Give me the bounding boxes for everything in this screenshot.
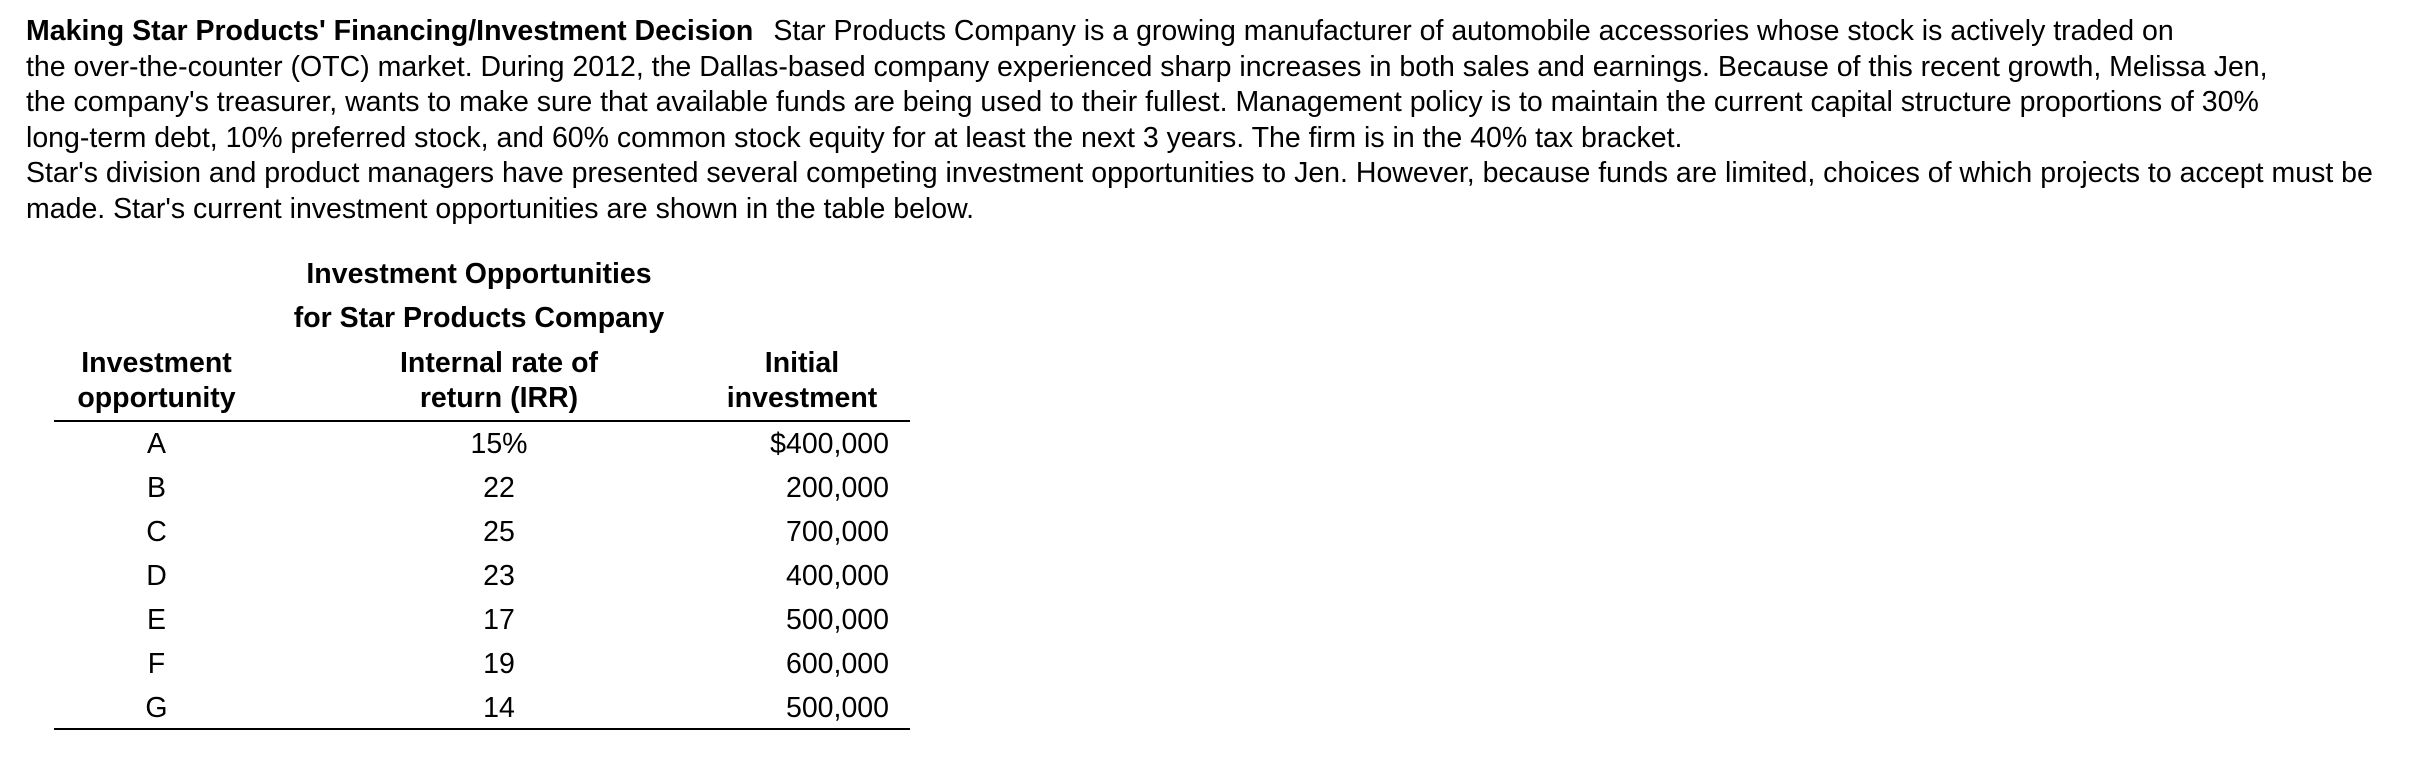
cell-investment: 700,000: [785, 516, 889, 548]
table-row: [54, 510, 910, 554]
table-row: [54, 598, 910, 642]
header-text: opportunity: [77, 382, 236, 414]
problem-title: Making Star Products' Financing/Investment Decision: [26, 15, 754, 47]
table-row: [54, 554, 910, 598]
header-text: Investment: [81, 347, 232, 379]
header-irr: [339, 346, 659, 416]
cell-irr: 25: [483, 516, 515, 548]
cell-opportunity: D: [146, 560, 167, 592]
table-row: [54, 642, 910, 686]
header-investment-opportunity: [54, 346, 259, 416]
intro-line-3: the company's treasurer, wants to make sure that available funds are being used to their fullest. Management policy is to maintain the current capital structure proportions of 30%: [26, 86, 2259, 118]
cell-opportunity: E: [146, 604, 166, 636]
cell-irr: 23: [483, 560, 515, 592]
cell-opportunity: F: [147, 648, 166, 680]
cell-irr: 15%: [470, 428, 528, 460]
cell-opportunity: A: [146, 428, 166, 460]
cell-irr: 17: [483, 604, 515, 636]
intro-line-2: the over-the-counter (OTC) market. During 2012, the Dallas-based company experienced sharp increases in both sales and earnings. Because of this recent growth, Melissa Jen,: [26, 50, 2268, 83]
intro-line-4: long-term debt, 10% preferred stock, and 60% common stock equity for at least the next 3 years. The firm is in the 40% tax bracket.: [26, 121, 1683, 154]
header-initial-investment: [694, 346, 910, 416]
cell-investment: 500,000: [785, 692, 889, 724]
table-row: [54, 466, 910, 510]
problem-text: [26, 14, 2396, 227]
cell-investment: 400,000: [785, 560, 889, 592]
cell-investment: 600,000: [785, 648, 889, 680]
table-row: [54, 422, 910, 466]
table-body: [54, 422, 910, 730]
cell-opportunity: G: [145, 692, 168, 724]
header-text: return (IRR): [419, 382, 579, 414]
cell-investment: 500,000: [785, 604, 889, 636]
cell-irr: 19: [483, 648, 515, 680]
table-caption-line-2: for Star Products Company: [293, 302, 665, 334]
header-text: Internal rate of: [400, 347, 598, 379]
cell-investment: $400,000: [770, 428, 889, 460]
intro-line-6: made. Star's current investment opportunities are shown in the table below.: [26, 192, 975, 225]
cell-opportunity: C: [146, 516, 167, 548]
cell-opportunity: B: [146, 472, 166, 504]
intro-paragraph: [26, 14, 2396, 227]
intro-line-1: Star Products Company is a growing manufacturer of automobile accessories whose stock is actively traded on: [773, 15, 2174, 47]
table-bottom-rule: [54, 728, 910, 730]
cell-irr: 22: [483, 472, 515, 504]
table-row: [54, 686, 910, 730]
cell-irr: 14: [483, 692, 515, 724]
intro-line-5: Star's division and product managers have presented several competing investment opportunities to Jen. However, because funds are limited, choices of which projects to accept must be: [26, 157, 2373, 189]
table-caption-line-1: Investment Opportunities: [306, 258, 652, 290]
cell-investment: 200,000: [785, 472, 889, 504]
header-text: Initial: [764, 347, 840, 379]
header-text: investment: [726, 382, 878, 414]
